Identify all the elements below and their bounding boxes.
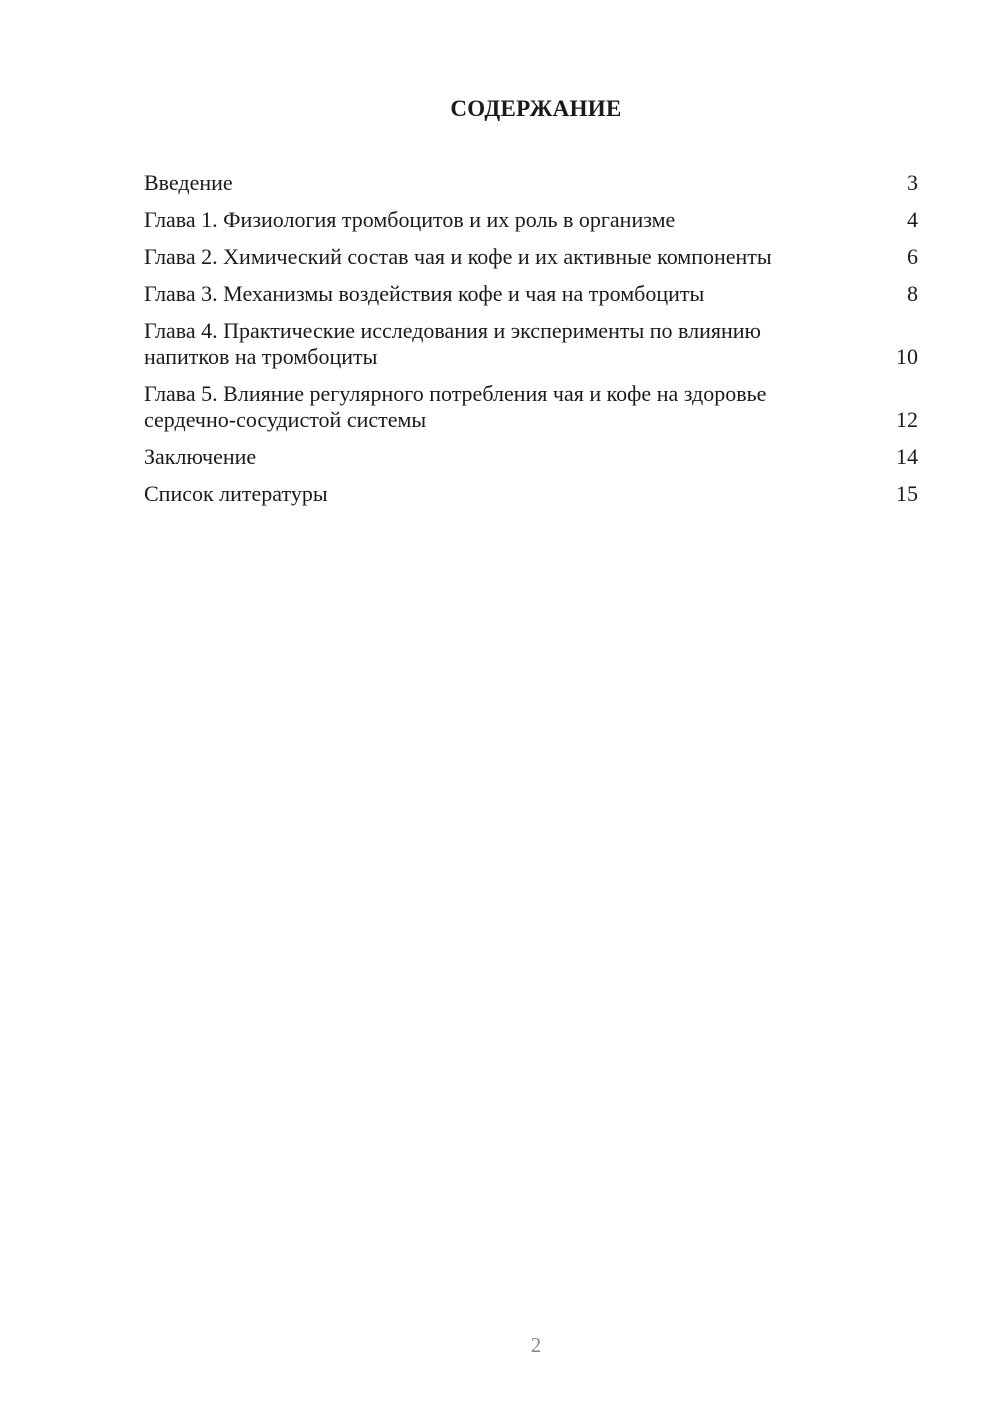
toc-entry-chapter-5: [144, 381, 918, 433]
toc-entry-page: 10: [896, 344, 918, 369]
toc-entry-chapter-2: [144, 244, 918, 270]
toc-entry-text: Глава 4. Практические исследования и эксперименты по влиянию напитков на тромбоциты: [144, 318, 761, 369]
toc-entry-chapter-1: [144, 207, 918, 233]
toc-entry-page: 14: [896, 444, 918, 469]
toc-entry-text: Глава 5. Влияние регулярного потребления чая и кофе на здоровье сердечно-сосудистой системы: [144, 381, 767, 432]
toc-entry-page: 6: [907, 244, 918, 269]
toc-entry-text: Глава 1. Физиология тромбоцитов и их роль в организме: [144, 207, 676, 232]
toc-entry-chapter-4: [144, 318, 918, 370]
table-of-contents: [144, 170, 918, 518]
toc-entry-page: 8: [907, 281, 918, 306]
toc-entry-text: Глава 3. Механизмы воздействия кофе и чая на тромбоциты: [144, 281, 705, 306]
toc-entry-text: Глава 2. Химический состав чая и кофе и их активные компоненты: [144, 244, 772, 269]
toc-entry-conclusion: [144, 444, 918, 470]
toc-entry-introduction: [144, 170, 918, 196]
toc-entry-page: 4: [907, 207, 918, 232]
toc-entry-page: 12: [896, 407, 918, 432]
toc-title: СОДЕРЖАНИЕ: [450, 96, 622, 121]
toc-entry-text: Введение: [144, 170, 233, 195]
toc-entry-page: 15: [896, 481, 918, 506]
toc-entry-text: Список литературы: [144, 481, 328, 506]
toc-entry-text: Заключение: [144, 444, 257, 469]
page-number: 2: [530, 1333, 542, 1357]
toc-entry-page: 3: [907, 170, 918, 195]
toc-entry-chapter-3: [144, 281, 918, 307]
toc-entry-references: [144, 481, 918, 507]
